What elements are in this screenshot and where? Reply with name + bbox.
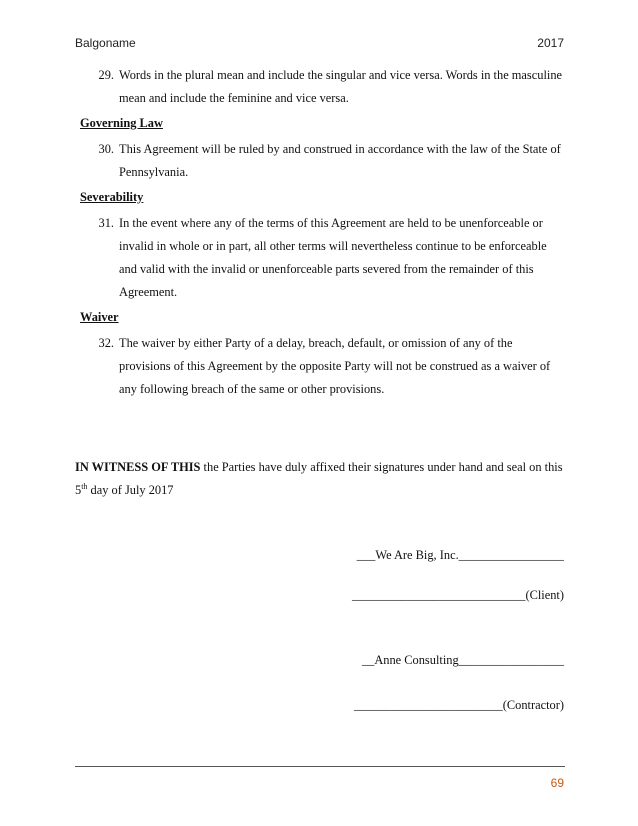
witness-ordinal: th [81, 481, 88, 491]
heading-governing-law: Governing Law [80, 116, 163, 130]
clause-number: 31. [98, 216, 114, 230]
clause-text: This Agreement will be ruled by and construed in accordance with the law of the State of Pennsylvania. [119, 142, 561, 179]
witness-bold: IN WITNESS OF THIS [75, 460, 201, 474]
clause-31 [75, 212, 565, 304]
clause-number: 32. [98, 336, 114, 350]
client-signature-line: ____________________________(Client) [351, 588, 564, 602]
heading-waiver: Waiver [80, 310, 119, 324]
document-body [75, 64, 565, 401]
header-year: 2017 [537, 36, 564, 50]
clause-number: 30. [98, 142, 114, 156]
clause-text: Words in the plural mean and include the singular and vice versa. Words in the masculine mean and include the feminine and vice versa. [119, 68, 563, 105]
header-title: Balgoname [75, 36, 136, 50]
contractor-name-line: __Anne Consulting_________________ [361, 653, 564, 667]
clause-29 [75, 64, 565, 110]
page-number: 69 [550, 776, 564, 790]
clause-text: The waiver by either Party of a delay, breach, default, or omission of any of the provisions of this Agreement by the opposite Party will not be construed as a waiver of any following breach of the same or other provisions. [119, 336, 551, 396]
clause-text: In the event where any of the terms of this Agreement are held to be unenforceable or invalid in whole or in part, all other terms will nevertheless continue to be enforceable and valid with the invalid or unenforceable parts severed from the remainder of this Agreement. [119, 216, 547, 299]
client-name-line: ___We Are Big, Inc._________________ [356, 548, 564, 562]
clause-number: 29. [98, 68, 114, 82]
clause-32 [75, 332, 565, 401]
heading-severability: Severability [80, 190, 144, 204]
contractor-signature-line: ________________________(Contractor) [354, 698, 564, 712]
witness-date: day of July 2017 [87, 483, 174, 497]
footer-divider [75, 766, 565, 767]
clause-30 [75, 138, 565, 184]
witness-text: the Parties have duly affixed their signatures under hand and seal on this 5 [75, 460, 563, 497]
witness-statement [75, 456, 565, 502]
